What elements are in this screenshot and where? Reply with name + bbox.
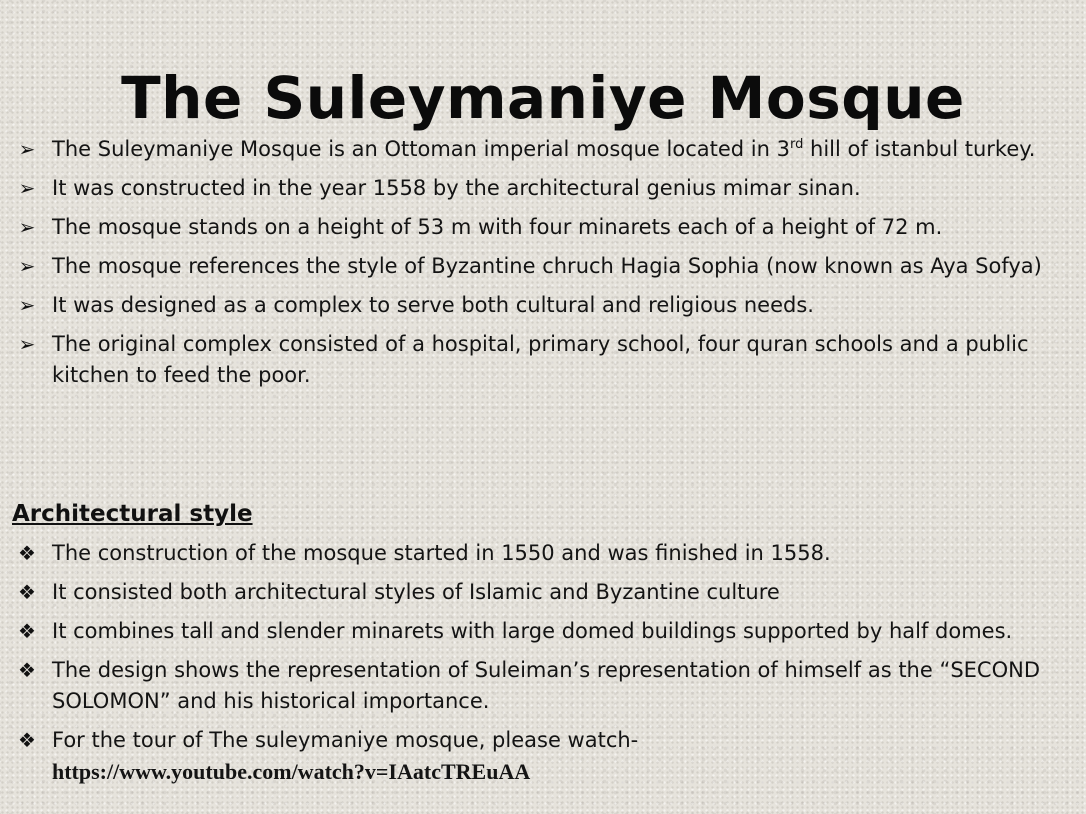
list-item xyxy=(0,134,1076,165)
list-item-text: The mosque stands on a height of 53 m with four minarets each of a height of 72 m. xyxy=(52,215,943,239)
four-diamond-bullet-icon: ❖ xyxy=(18,619,36,643)
four-diamond-bullet-icon: ❖ xyxy=(18,728,36,752)
list-item xyxy=(0,616,1076,647)
list-item xyxy=(0,251,1076,282)
list-item-text: For the tour of The suleymaniye mosque, please watch- xyxy=(52,728,639,752)
list-item xyxy=(0,290,1076,321)
list-item xyxy=(0,725,1076,788)
list-item xyxy=(0,655,1076,717)
list-item xyxy=(0,173,1076,204)
slide-title: The Suleymaniye Mosque xyxy=(121,64,965,132)
section-heading: Architectural style xyxy=(12,501,253,527)
list-item xyxy=(0,538,1076,569)
list-item-text: It was designed as a complex to serve both cultural and religious needs. xyxy=(52,293,814,317)
four-diamond-bullet-icon: ❖ xyxy=(18,541,36,565)
arrowhead-bullet-icon: ➢ xyxy=(18,293,36,317)
arrowhead-bullet-icon: ➢ xyxy=(18,332,36,356)
architecture-list xyxy=(0,538,1076,796)
arrowhead-bullet-icon: ➢ xyxy=(18,215,36,239)
arrowhead-bullet-icon: ➢ xyxy=(18,254,36,278)
list-item-text: The Suleymaniye Mosque is an Ottoman imperial mosque located in 3 xyxy=(52,137,790,161)
four-diamond-bullet-icon: ❖ xyxy=(18,580,36,604)
ordinal-suffix: rd xyxy=(789,137,804,152)
list-item-text: It consisted both architectural styles of Islamic and Byzantine culture xyxy=(52,580,780,604)
list-item xyxy=(0,212,1076,243)
list-item-text: It was constructed in the year 1558 by the architectural genius mimar sinan. xyxy=(52,176,861,200)
list-item xyxy=(0,329,1076,391)
list-item-text: It combines tall and slender minarets with large domed buildings supported by half domes. xyxy=(52,619,1013,643)
arrowhead-bullet-icon: ➢ xyxy=(18,176,36,200)
list-item-text: The original complex consisted of a hospital, primary school, four quran schools and a public kitchen to feed the poor. xyxy=(52,332,1029,387)
arrowhead-bullet-icon: ➢ xyxy=(18,137,36,161)
list-item xyxy=(0,577,1076,608)
list-item-text: The mosque references the style of Byzantine chruch Hagia Sophia (now known as Aya Sofya) xyxy=(52,254,1042,278)
list-item-text: The design shows the representation of Suleiman’s representation of himself as the “SECOND SOLOMON” and his historical importance. xyxy=(52,658,1041,713)
four-diamond-bullet-icon: ❖ xyxy=(18,658,36,682)
list-item-text: The construction of the mosque started in 1550 and was finished in 1558. xyxy=(52,541,831,565)
list-item-text-cont: hill of istanbul turkey. xyxy=(803,137,1036,161)
youtube-link[interactable]: https://www.youtube.com/watch?v=IAatcTREuAA xyxy=(52,759,531,784)
facts-list xyxy=(0,134,1076,399)
